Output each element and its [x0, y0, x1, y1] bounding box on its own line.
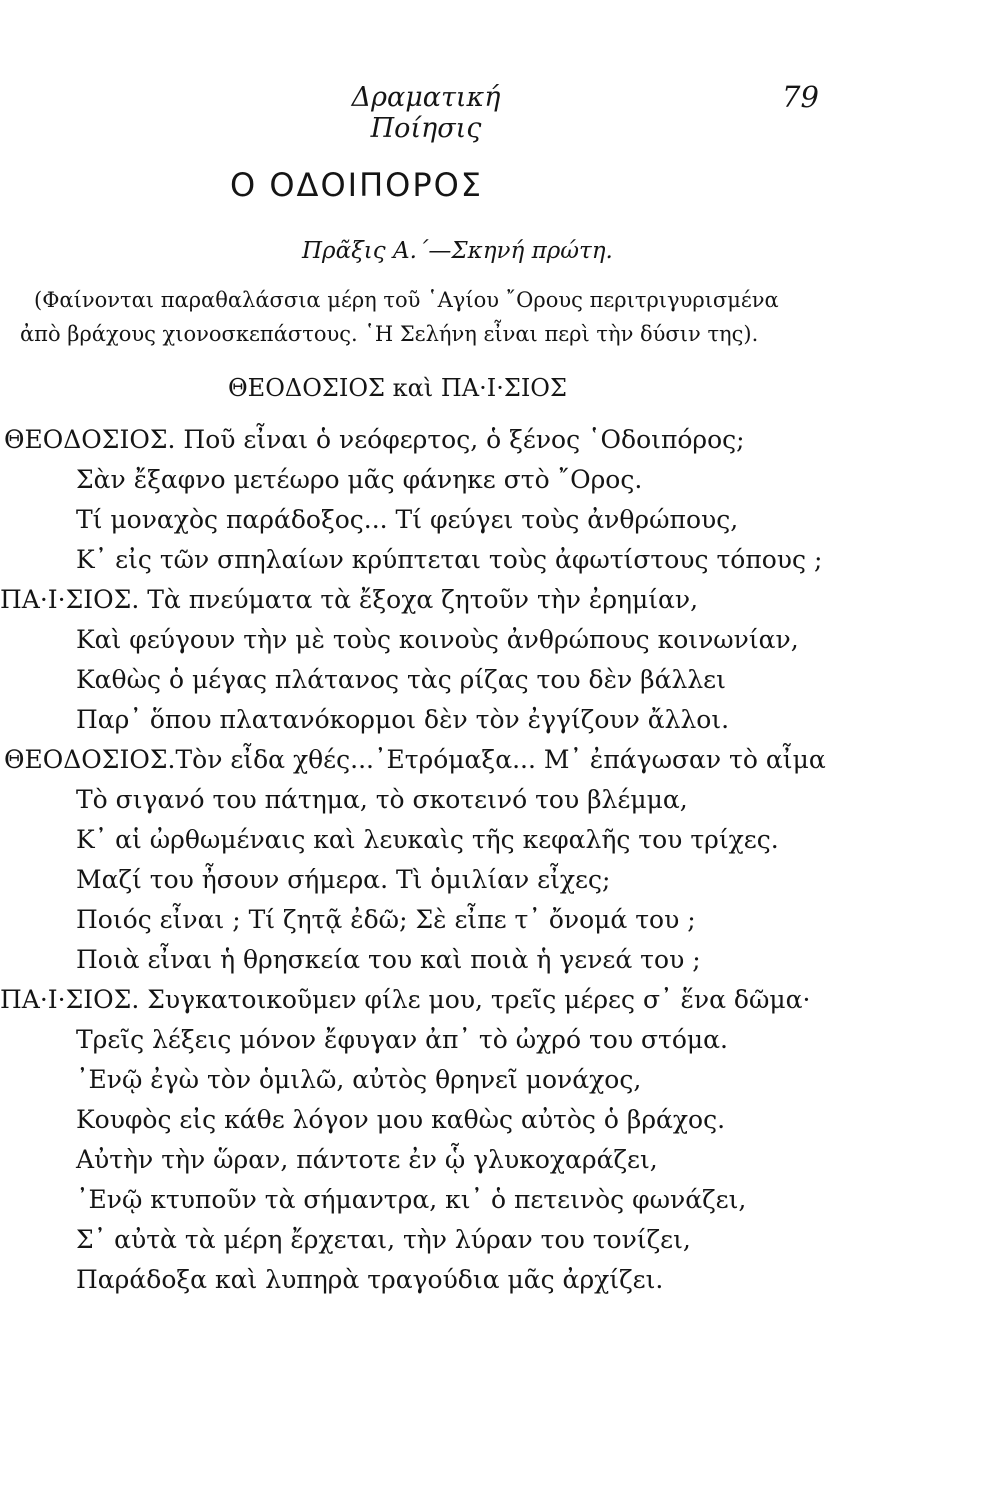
play-title: Ο ΟΔΟΙΠΟΡΟΣ	[230, 166, 484, 204]
verse-line	[0, 980, 988, 1020]
verse-text: Καθὼς ὁ μέγας πλάτανος τὰς ρίζας του δὲν βάλλει	[76, 665, 726, 694]
act-scene-heading: Πρᾶξις Α.΄—Σκηνή πρώτη.	[302, 238, 613, 264]
verse-line	[0, 1060, 988, 1100]
verse-line	[0, 620, 988, 660]
verse-text: Σ᾿ αὐτὰ τὰ μέρη ἔρχεται, τὴν λύραν του τονίζει,	[76, 1225, 691, 1254]
verse-text: Κουφὸς εἰς κάθε λόγον μου καθὼς αὐτὸς ὁ βράχος.	[76, 1105, 726, 1134]
verse-text: Σὰν ἔξαφνο μετέωρο μᾶς φάνηκε στὸ ῎Ορος.	[76, 465, 643, 494]
verse-line	[0, 460, 988, 500]
speaker-name: ΘΕΟΔΟΣΙΟΣ.	[4, 425, 176, 454]
verse-text: Καὶ φεύγουν τὴν μὲ τοὺς κοινοὺς ἀνθρώπους κοινωνίαν,	[76, 625, 799, 654]
verse-block	[0, 420, 988, 1300]
verse-text: Παρ᾿ ὅπου πλατανόκορμοι δὲν τὸν ἐγγίζουν ἄλλοι.	[76, 705, 730, 734]
speaker-name: ΠΑ·Ι·ΣΙΟΣ.	[0, 585, 140, 614]
verse-text: Τὸ σιγανό του πάτημα, τὸ σκοτεινό του βλέμμα,	[76, 785, 688, 814]
verse-line	[0, 500, 988, 540]
verse-text: Τὸν εἶδα χθές...᾿Ετρόμαξα... Μ᾿ ἐπάγωσαν τὸ αἶμα	[175, 745, 826, 774]
characters-heading: ΘΕΟΔΟΣΙΟΣ καὶ ΠΑ·Ι·ΣΙΟΣ	[228, 374, 567, 402]
verse-line	[0, 1020, 988, 1060]
verse-text: Μαζί του ἦσουν σήμερα. Τὶ ὁμιλίαν εἶχες;	[76, 865, 611, 894]
verse-line	[0, 860, 988, 900]
verse-text: Παράδοξα καὶ λυπηρὰ τραγούδια μᾶς ἀρχίζει.	[76, 1265, 664, 1294]
verse-text: ᾿Ενῷ ἐγὼ τὸν ὁμιλῶ, αὐτὸς θρηνεῖ μονάχος,	[76, 1065, 642, 1094]
verse-text: Τρεῖς λέξεις μόνον ἔφυγαν ἀπ᾿ τὸ ὠχρό του στόμα.	[76, 1025, 728, 1054]
running-title: Δραματική Ποίησις	[351, 82, 501, 144]
verse-line	[0, 700, 988, 740]
verse-line	[0, 540, 988, 580]
verse-text: Τί μοναχὸς παράδοξος... Τί φεύγει τοὺς ἀνθρώπους,	[76, 505, 739, 534]
verse-text: Τὰ πνεύματα τὰ ἔξοχα ζητοῦν τὴν ἐρημίαν,	[147, 585, 699, 614]
verse-line	[0, 940, 988, 980]
verse-line	[0, 580, 988, 620]
verse-text: Ποιὰ εἶναι ἡ θρησκεία του καὶ ποιὰ ἡ γενεά του ;	[76, 945, 701, 974]
page-number: 79	[782, 80, 819, 114]
verse-text: ᾿Ενῷ κτυποῦν τὰ σήμαντρα, κι᾿ ὁ πετεινὸς φωνάζει,	[76, 1185, 747, 1214]
verse-line	[0, 1180, 988, 1220]
verse-text: Συγκατοικοῦμεν φίλε μου, τρεῖς μέρες σ᾿ ἕνα δῶμα·	[147, 985, 811, 1014]
verse-text: Κ᾿ εἰς τῶν σπηλαίων κρύπτεται τοὺς ἀφωτίστους τόπους ;	[76, 545, 823, 574]
stage-direction-line-1: (Φαίνονται παραθαλάσσια μέρη τοῦ ῾Αγίου ῎Ορους περιτριγυρισμένα	[34, 288, 779, 312]
verse-line	[0, 780, 988, 820]
verse-line	[0, 820, 988, 860]
verse-line	[0, 1220, 988, 1260]
verse-text: Ποιός εἶναι ; Τί ζητᾷ ἐδῶ; Σὲ εἶπε τ᾿ ὄνομά του ;	[76, 905, 696, 934]
stage-direction-line-2: ἀπὸ βράχους χιονοσκεπάστους. ῾Η Σελήνη εἶναι περὶ τὴν δύσιν της).	[20, 322, 759, 346]
verse-line	[0, 1260, 988, 1300]
verse-line	[0, 1100, 988, 1140]
speaker-name: ΠΑ·Ι·ΣΙΟΣ.	[0, 985, 140, 1014]
verse-line	[0, 420, 988, 460]
verse-text: Αὐτὴν τὴν ὥραν, πάντοτε ἐν ᾧ γλυκοχαράζει,	[76, 1145, 658, 1174]
speaker-name: ΘΕΟΔΟΣΙΟΣ.	[4, 745, 176, 774]
verse-line	[0, 900, 988, 940]
verse-line	[0, 740, 988, 780]
verse-line	[0, 1140, 988, 1180]
verse-line	[0, 660, 988, 700]
verse-text: Ποῦ εἶναι ὁ νεόφερτος, ὁ ξένος ῾Οδοιπόρος;	[183, 425, 745, 454]
verse-text: Κ᾿ αἱ ὠρθωμέναις καὶ λευκαὶς τῆς κεφαλῆς του τρίχες.	[76, 825, 779, 854]
